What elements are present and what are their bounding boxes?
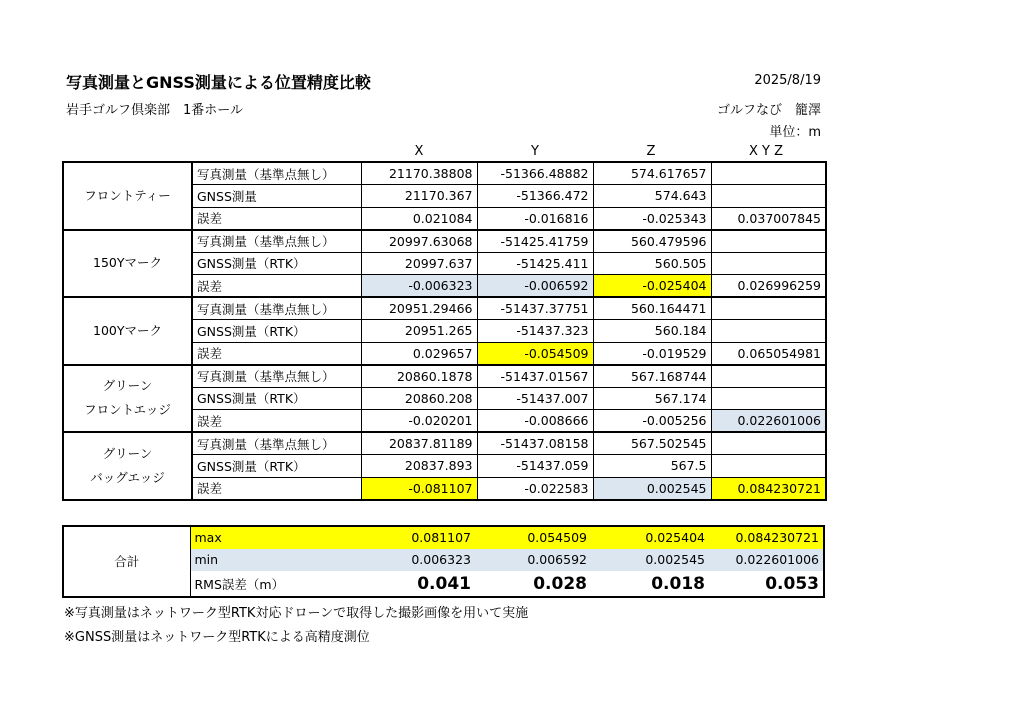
- table-row: [63, 230, 826, 253]
- cell-y: -0.054509: [477, 342, 593, 365]
- table-row: [63, 365, 826, 388]
- cell-xyz: 0.065054981: [711, 342, 826, 365]
- row-label: GNSS測量（RTK）: [192, 455, 361, 478]
- max-y: 0.054509: [475, 526, 591, 549]
- cell-xyz: [711, 230, 826, 253]
- row-label: max: [190, 526, 359, 549]
- cell-x: -0.020201: [361, 410, 477, 433]
- cell-xyz: 0.026996259: [711, 275, 826, 298]
- cell-xyz: [711, 297, 826, 320]
- cell-x: 20951.29466: [361, 297, 477, 320]
- column-header-x: X: [414, 144, 424, 159]
- row-label: RMS誤差（m）: [194, 576, 285, 592]
- cell-z: 574.643: [593, 185, 711, 208]
- page-title: 写真測量とGNSS測量による位置精度比較: [66, 73, 371, 92]
- table-row: [63, 297, 826, 320]
- row-label: min: [190, 549, 359, 572]
- rms-x: 0.041: [417, 573, 471, 594]
- cell-y: -0.006592: [477, 275, 593, 298]
- cell-y: -0.008666: [477, 410, 593, 433]
- cell-y: -51437.059: [477, 455, 593, 478]
- cell-x: 20837.81189: [361, 432, 477, 455]
- rms-y: 0.028: [533, 573, 587, 594]
- course-name: 岩手ゴルフ倶楽部 1番ホール: [66, 103, 244, 118]
- cell-y: -0.022583: [477, 477, 593, 500]
- group-name-line: 150Yマーク: [93, 255, 162, 271]
- cell-xyz: 0.084230721: [711, 477, 826, 500]
- group-name-line: グリーン: [102, 378, 153, 394]
- column-header-y: Y: [531, 144, 539, 159]
- column-header-xyz: X Y Z: [748, 144, 784, 159]
- row-label: 写真測量（基準点無し）: [192, 230, 361, 253]
- group-name: [63, 230, 192, 298]
- table-row: [63, 162, 826, 185]
- group-name: [63, 297, 192, 365]
- max-z: 0.025404: [591, 526, 709, 549]
- max-x: 0.081107: [359, 526, 475, 549]
- cell-x: 21170.38808: [361, 162, 477, 185]
- cell-y: -51437.007: [477, 387, 593, 410]
- cell-z: -0.025343: [593, 207, 711, 230]
- row-label: 写真測量（基準点無し）: [192, 365, 361, 388]
- min-x: 0.006323: [359, 549, 475, 572]
- report-date: 2025/8/19: [754, 73, 821, 88]
- cell-x: 20997.63068: [361, 230, 477, 253]
- row-label: 誤差: [192, 477, 361, 500]
- cell-z: 560.505: [593, 252, 711, 275]
- cell-z: 567.5: [593, 455, 711, 478]
- cell-z: 574.617657: [593, 162, 711, 185]
- summary-name: 合計: [63, 526, 190, 597]
- min-y: 0.006592: [475, 549, 591, 572]
- cell-y: -51437.37751: [477, 297, 593, 320]
- cell-x: -0.081107: [361, 477, 477, 500]
- rms-xyz: 0.053: [765, 573, 819, 594]
- summary-table: [62, 525, 825, 598]
- group-name: [63, 432, 192, 500]
- row-label: GNSS測量（RTK）: [192, 387, 361, 410]
- cell-xyz: [711, 455, 826, 478]
- cell-z: 560.164471: [593, 297, 711, 320]
- cell-xyz: 0.037007845: [711, 207, 826, 230]
- cell-xyz: [711, 432, 826, 455]
- group-name-line: フロントエッジ: [84, 402, 171, 418]
- cell-y: -51437.08158: [477, 432, 593, 455]
- cell-x: 20860.1878: [361, 365, 477, 388]
- row-label: 誤差: [192, 342, 361, 365]
- row-label: GNSS測量（RTK）: [192, 320, 361, 343]
- cell-z: -0.019529: [593, 342, 711, 365]
- cell-x: 0.021084: [361, 207, 477, 230]
- row-label: 写真測量（基準点無し）: [192, 297, 361, 320]
- column-header-z: Z: [646, 144, 656, 159]
- group-name-line: 100Yマーク: [93, 322, 162, 338]
- cell-z: 560.184: [593, 320, 711, 343]
- cell-x: 20997.637: [361, 252, 477, 275]
- row-label: GNSS測量: [192, 185, 361, 208]
- cell-y: -51437.323: [477, 320, 593, 343]
- cell-xyz: 0.022601006: [711, 410, 826, 433]
- cell-y: -0.016816: [477, 207, 593, 230]
- cell-x: 0.029657: [361, 342, 477, 365]
- row-label: 写真測量（基準点無し）: [192, 432, 361, 455]
- cell-z: 567.502545: [593, 432, 711, 455]
- unit-label: 単位：m: [769, 125, 821, 140]
- cell-xyz: [711, 162, 826, 185]
- cell-xyz: [711, 387, 826, 410]
- cell-xyz: [711, 252, 826, 275]
- cell-z: 0.002545: [593, 477, 711, 500]
- footnote: ※GNSS測量はネットワーク型RTKによる高精度測位: [64, 630, 370, 645]
- group-name: [63, 162, 192, 230]
- cell-x: -0.006323: [361, 275, 477, 298]
- cell-xyz: [711, 185, 826, 208]
- rms-z: 0.018: [651, 573, 705, 594]
- cell-y: -51366.48882: [477, 162, 593, 185]
- cell-y: -51425.41759: [477, 230, 593, 253]
- cell-z: -0.025404: [593, 275, 711, 298]
- cell-xyz: [711, 320, 826, 343]
- min-z: 0.002545: [591, 549, 709, 572]
- cell-z: -0.005256: [593, 410, 711, 433]
- group-name: [63, 365, 192, 433]
- cell-x: 20951.265: [361, 320, 477, 343]
- group-name-line: フロントティー: [84, 187, 171, 203]
- comparison-table: [62, 161, 827, 501]
- cell-x: 20837.893: [361, 455, 477, 478]
- row-label: 誤差: [192, 207, 361, 230]
- table-row: [63, 432, 826, 455]
- row-label: 誤差: [192, 410, 361, 433]
- cell-x: 20860.208: [361, 387, 477, 410]
- cell-x: 21170.367: [361, 185, 477, 208]
- cell-y: -51366.472: [477, 185, 593, 208]
- cell-y: -51425.411: [477, 252, 593, 275]
- cell-z: 560.479596: [593, 230, 711, 253]
- row-label: 誤差: [192, 275, 361, 298]
- footnote: ※写真測量はネットワーク型RTK対応ドローンで取得した撮影画像を用いて実施: [64, 606, 529, 621]
- min-xyz: 0.022601006: [709, 549, 824, 572]
- cell-z: 567.174: [593, 387, 711, 410]
- author-name: ゴルフなび 籠澤: [716, 103, 821, 118]
- cell-y: -51437.01567: [477, 365, 593, 388]
- row-label: GNSS測量（RTK）: [192, 252, 361, 275]
- max-xyz: 0.084230721: [709, 526, 824, 549]
- row-label: 写真測量（基準点無し）: [192, 162, 361, 185]
- group-name-line: グリーン: [102, 445, 153, 461]
- group-name-line: バッグエッジ: [90, 469, 165, 485]
- cell-z: 567.168744: [593, 365, 711, 388]
- summary-max-row: [63, 526, 824, 549]
- cell-xyz: [711, 365, 826, 388]
